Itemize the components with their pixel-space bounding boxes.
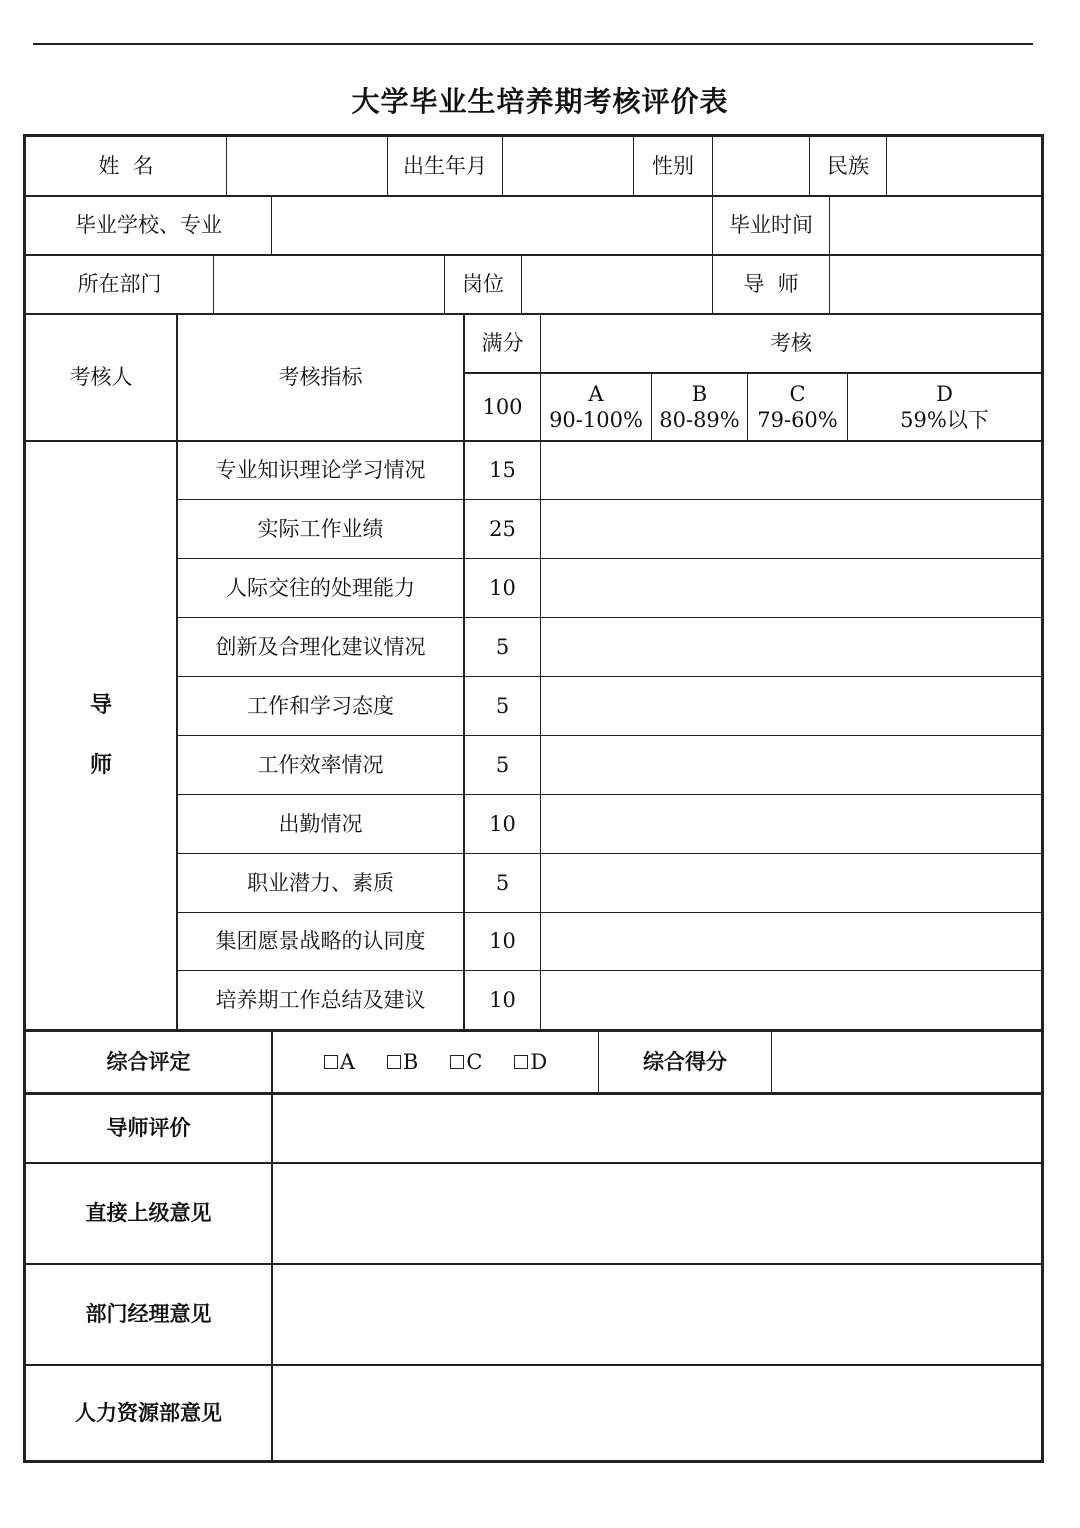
grade-letter: C	[789, 381, 806, 406]
indicator-name: 工作效率情况	[257, 752, 384, 777]
indicator-score: 10	[489, 929, 516, 954]
overall-label: 综合评定	[106, 1048, 191, 1074]
checkbox[interactable]	[324, 1055, 338, 1069]
overall-options	[273, 1032, 598, 1092]
indicator-eval-field[interactable]	[541, 971, 1041, 1029]
indicator-header: 考核指标	[278, 365, 363, 390]
indicator-score: 10	[489, 987, 516, 1012]
birth-label: 出生年月	[403, 153, 487, 178]
full-score-header: 满分	[481, 331, 524, 356]
grade-letter: A	[588, 381, 604, 406]
indicator-eval-field[interactable]	[541, 913, 1041, 970]
overall-score-field[interactable]	[772, 1032, 1041, 1092]
grade-range: 90-100%	[549, 408, 643, 432]
indicator-name: 培养期工作总结及建议	[215, 987, 426, 1012]
supervisor-opinion-label: 直接上级意见	[85, 1200, 212, 1226]
indicator-eval-field[interactable]	[541, 677, 1041, 735]
mentor-eval-label: 导师评价	[106, 1115, 191, 1141]
dept-field[interactable]	[214, 256, 444, 313]
assessor-char: 导	[89, 692, 112, 718]
school-field[interactable]	[272, 197, 712, 254]
hr-opinion-label: 人力资源部意见	[75, 1399, 222, 1425]
assessor-mentor	[26, 442, 176, 1029]
name-field[interactable]	[227, 137, 387, 195]
option-label: A	[339, 1049, 355, 1074]
option-label: C	[466, 1049, 483, 1074]
ethnicity-label: 民族	[827, 153, 869, 178]
full-score-value: 100	[482, 394, 523, 419]
indicator-score: 5	[495, 870, 510, 895]
indicator-name: 集团愿景战略的认同度	[215, 929, 426, 954]
gender-label: 性别	[652, 153, 694, 178]
assessor-char: 师	[89, 751, 112, 778]
grade-b	[652, 374, 747, 440]
grade-letter: B	[691, 381, 708, 406]
supervisor-opinion-field[interactable]	[273, 1164, 1041, 1263]
indicator-eval-field[interactable]	[541, 795, 1041, 853]
indicator-eval-field[interactable]	[541, 854, 1041, 912]
indicator-eval-field[interactable]	[541, 559, 1041, 617]
ethnicity-field[interactable]	[887, 137, 1041, 195]
indicator-name: 人际交往的处理能力	[226, 575, 415, 600]
post-field[interactable]	[522, 256, 712, 313]
indicator-eval-field[interactable]	[541, 442, 1041, 499]
post-label: 岗位	[462, 272, 504, 297]
indicator-score: 5	[495, 693, 510, 718]
indicator-eval-field[interactable]	[541, 500, 1041, 558]
indicator-score: 10	[489, 575, 516, 600]
indicator-name: 实际工作业绩	[257, 516, 384, 541]
dept-manager-opinion-label: 部门经理意见	[85, 1301, 212, 1327]
indicator-score: 5	[495, 752, 510, 777]
option-c[interactable]	[450, 1049, 482, 1075]
indicator-name: 专业知识理论学习情况	[215, 458, 426, 483]
indicator-score: 10	[489, 811, 516, 836]
birth-field[interactable]	[503, 137, 633, 195]
dept-label: 所在部门	[77, 272, 162, 297]
checkbox[interactable]	[514, 1055, 528, 1069]
indicator-eval-field[interactable]	[541, 618, 1041, 676]
border-bottom	[24, 1460, 1044, 1463]
indicator-score: 25	[489, 516, 516, 541]
mentor-eval-field[interactable]	[273, 1095, 1041, 1162]
indicator-eval-field[interactable]	[541, 736, 1041, 794]
grad-time-label: 毕业时间	[729, 213, 813, 238]
mentor-field[interactable]	[830, 256, 1041, 313]
overall-score-label: 综合得分	[643, 1048, 727, 1074]
option-d[interactable]	[514, 1049, 547, 1075]
grade-range: 80-89%	[659, 408, 740, 432]
dept-manager-opinion-field[interactable]	[273, 1265, 1041, 1364]
top-rule	[33, 43, 1033, 45]
hr-opinion-field[interactable]	[273, 1366, 1041, 1460]
school-label: 毕业学校、专业	[75, 213, 222, 238]
indicator-score: 15	[489, 458, 516, 483]
grade-range: 59%以下	[900, 408, 989, 432]
option-b[interactable]	[387, 1049, 418, 1075]
assessor-header: 考核人	[69, 365, 133, 390]
page-title: 大学毕业生培养期考核评价表	[351, 85, 729, 118]
indicator-name: 出勤情况	[278, 811, 363, 836]
indicator-score: 5	[495, 634, 510, 659]
mentor-label: 导 师	[743, 272, 799, 297]
option-a[interactable]	[324, 1049, 355, 1075]
option-label: B	[402, 1049, 419, 1074]
indicator-name: 工作和学习态度	[247, 693, 394, 718]
name-label: 姓 名	[98, 153, 154, 178]
checkbox[interactable]	[387, 1055, 401, 1069]
option-label: D	[530, 1049, 548, 1074]
grade-d	[848, 374, 1041, 440]
grade-range: 79-60%	[757, 408, 838, 432]
grad-time-field[interactable]	[830, 197, 1041, 254]
gender-field[interactable]	[713, 137, 809, 195]
grade-c	[748, 374, 847, 440]
checkbox[interactable]	[450, 1055, 464, 1069]
assessment-header: 考核	[770, 331, 812, 356]
indicator-name: 职业潜力、素质	[247, 870, 394, 895]
grade-letter: D	[936, 381, 953, 406]
indicator-name: 创新及合理化建议情况	[215, 634, 426, 659]
grade-a	[541, 374, 651, 440]
